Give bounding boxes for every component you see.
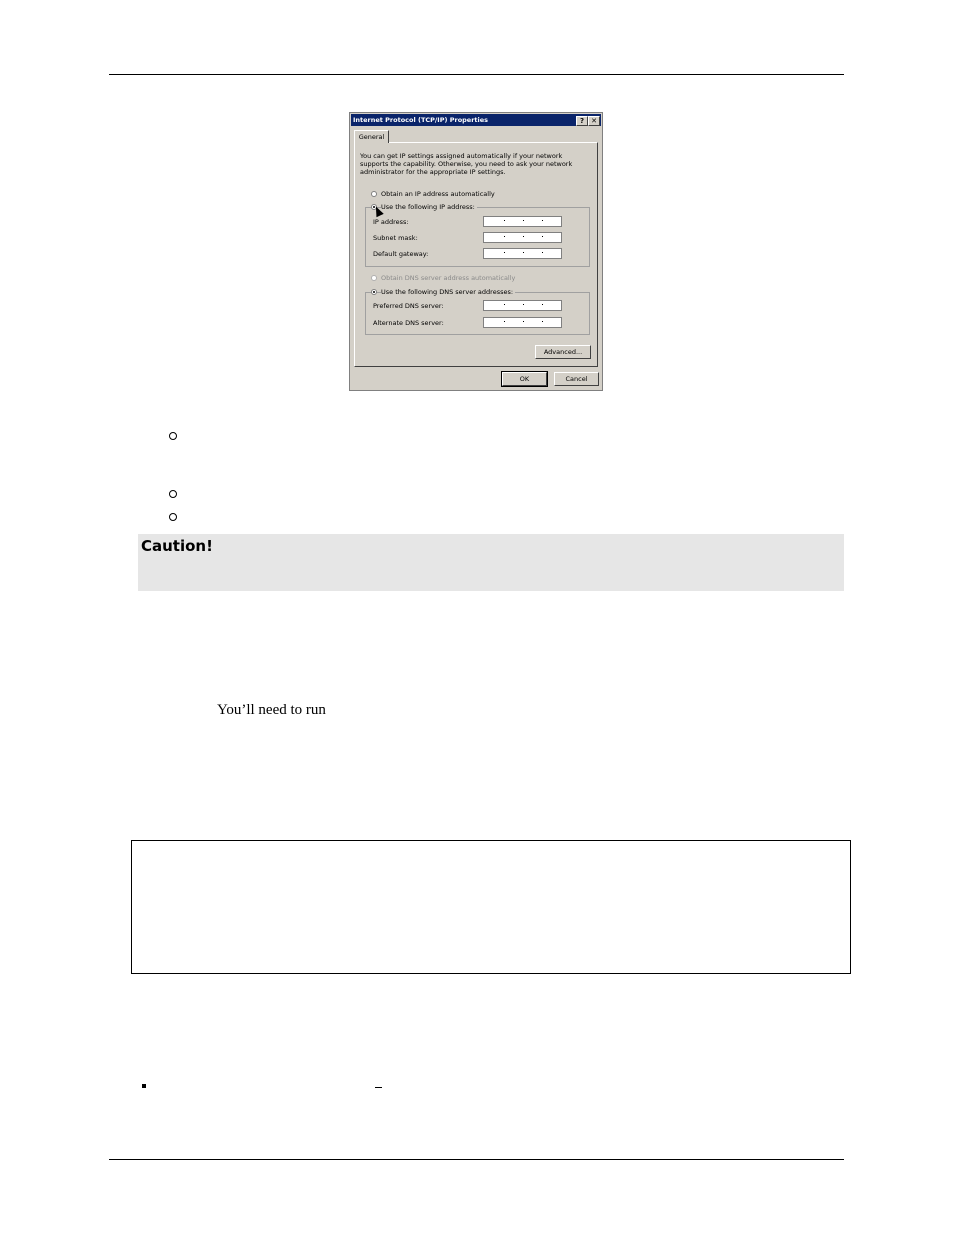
default-gateway-input[interactable] (483, 248, 562, 259)
list-circle-bullet-2 (169, 490, 177, 498)
dialog-title: Internet Protocol (TCP/IP) Properties (353, 116, 489, 124)
preferred-dns-input[interactable] (483, 300, 562, 311)
cancel-button[interactable]: Cancel (554, 372, 599, 386)
obtain-dns-auto-label: Obtain DNS server address automatically (381, 274, 516, 282)
tab-general[interactable]: General (354, 130, 389, 143)
use-following-dns-label[interactable]: Use the following DNS server addresses: (381, 288, 514, 296)
advanced-button[interactable]: Advanced... (535, 345, 591, 359)
help-icon[interactable]: ? (576, 116, 588, 126)
alternate-dns-input[interactable] (483, 317, 562, 328)
use-following-ip-label[interactable]: Use the following IP address: (381, 203, 475, 211)
preferred-dns-label: Preferred DNS server: (373, 302, 444, 310)
subnet-mask-input[interactable] (483, 232, 562, 243)
footer-rule (109, 1159, 844, 1160)
square-bullet (142, 1084, 146, 1088)
underscore-mark (375, 1087, 382, 1088)
ok-button[interactable]: OK (502, 372, 547, 386)
tcpip-properties-dialog (349, 112, 603, 391)
caution-box (138, 534, 844, 591)
close-icon[interactable]: ✕ (588, 116, 600, 126)
obtain-ip-auto-label[interactable]: Obtain an IP address automatically (381, 190, 495, 198)
use-following-dns-radio[interactable] (371, 289, 377, 295)
alternate-dns-label: Alternate DNS server: (373, 319, 444, 327)
header-rule (109, 74, 844, 75)
list-circle-bullet-1 (169, 432, 177, 440)
default-gateway-label: Default gateway: (373, 250, 429, 258)
ip-address-input[interactable] (483, 216, 562, 227)
dns-server-group (365, 292, 590, 335)
list-circle-bullet-3 (169, 513, 177, 521)
dialog-title-bar (351, 114, 601, 126)
obtain-dns-auto-radio (371, 275, 377, 281)
ip-address-label: IP address: (373, 218, 409, 226)
bordered-box (131, 840, 851, 974)
intro-text: You can get IP settings assigned automatically if your network supports the capability. Otherwise, you need to ask your network administrator for the appropriate IP settings. (360, 152, 573, 176)
body-paragraph: You’ll need to run (217, 702, 326, 718)
subnet-mask-label: Subnet mask: (373, 234, 418, 242)
obtain-ip-auto-radio[interactable] (371, 191, 377, 197)
caution-title: Caution! (141, 537, 213, 555)
